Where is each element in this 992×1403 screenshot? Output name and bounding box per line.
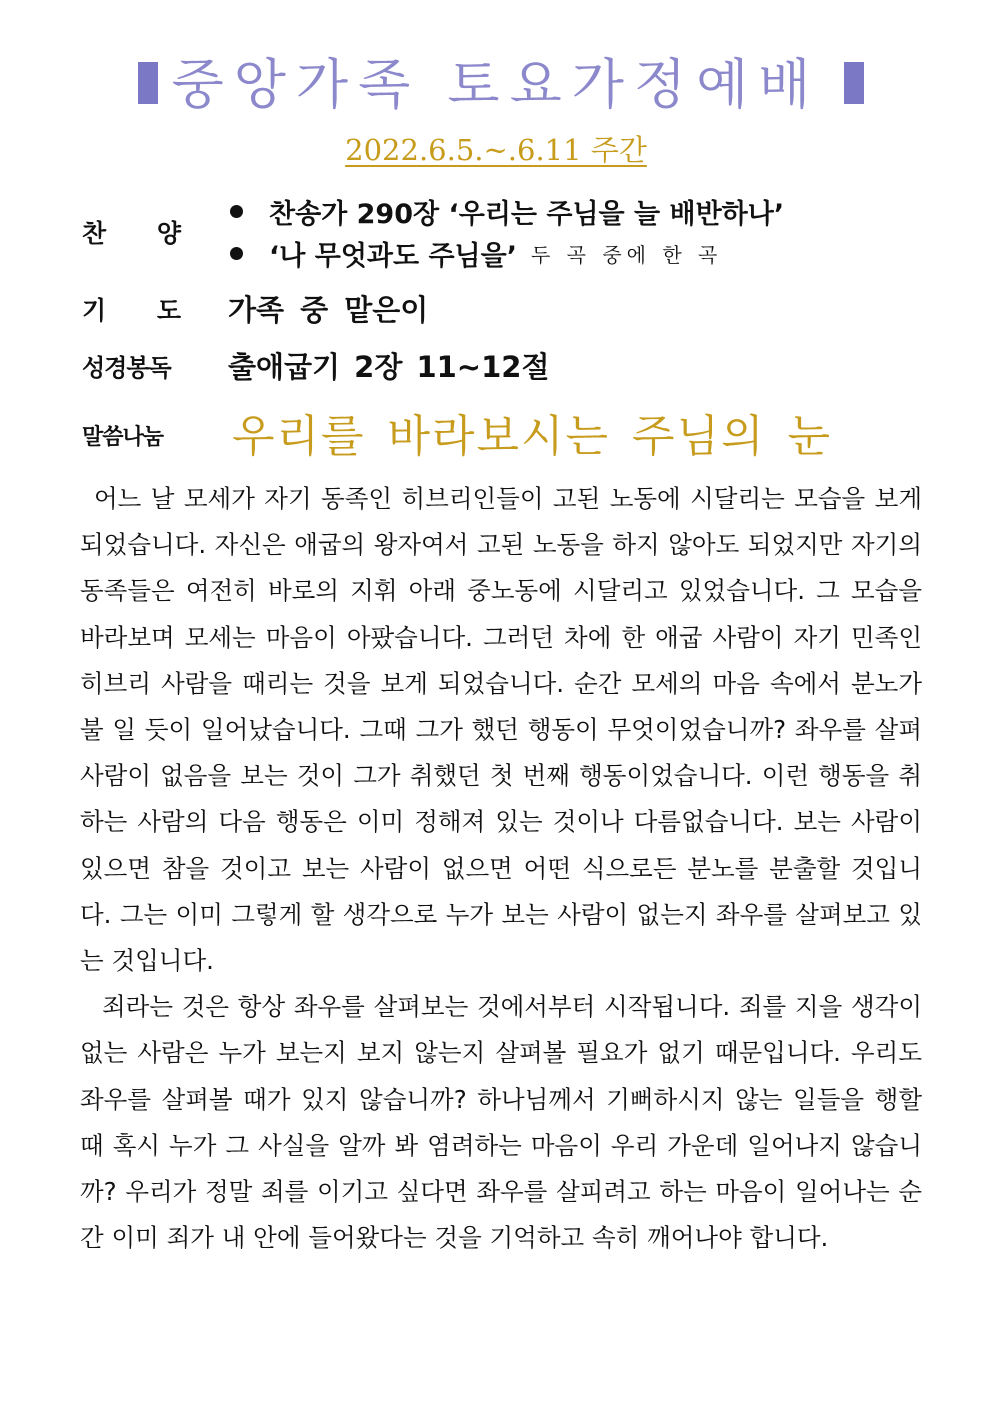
prayer-value: 가족 중 맡은이 (228, 293, 429, 327)
reading-label: 성경봉독 (82, 354, 171, 382)
title-bar-right (844, 62, 864, 104)
title-row (0, 40, 992, 120)
page-title: 중앙가족 토요가정예배 (171, 52, 821, 116)
praise-list (226, 190, 784, 274)
body-paragraph: 어느 날 모세가 자기 동족인 히브리인들이 고된 노동에 시달리는 모습을 보게 되었습니다. 자신은 애굽의 왕자여서 고된 노동을 하지 않아도 되었지만 자기의 동족들은 여전히 바로의 지휘 아래 중노동에 시달리고 있었습니다. 그 모습을 바라보며 모세는 마음이 아팠습니다. 그러던 차에 한 애굽 사람이 자기 민족인 히브리 사람을 때리는 것을 보게 되었습니다. 순간 모세의 마음 속에서 분노가 불 일 듯이 일어났습니다. 그때 그가 했던 행동이 무엇이었습니까? 좌우를 살펴 사람이 없음을 보는 것이 그가 취했던 첫 번째 행동이었습니다. 이런 행동을 취하는 사람의 다음 행동은 이미 정해져 있는 것이나 다름없습니다. 보는 사람이 있으면 참을 것이고 보는 사람이 없으면 어떤 식으로든 분노를 분출할 것입니다. 그는 이미 그렇게 할 생각으로 누가 보는 사람이 없는지 좌우를 살펴보고 있는 것입니다. (80, 484, 922, 976)
praise-item-text: ‘나 무엇과도 주님을’ (269, 240, 517, 272)
date-range (0, 128, 992, 169)
praise-item-note: 두 곡 중에 한 곡 (530, 242, 723, 267)
sermon-body (80, 476, 922, 1261)
bullet-icon (230, 205, 243, 218)
praise-label: 찬 양 (82, 219, 182, 248)
praise-item (226, 190, 784, 232)
title-bar-left (138, 62, 158, 104)
bullet-icon (230, 247, 243, 260)
praise-item-text: 찬송가 290장 ‘우리는 주님을 늘 배반하나’ (269, 198, 785, 230)
prayer-label: 기 도 (82, 296, 182, 325)
sermon-title: 우리를 바라보시는 주님의 눈 (232, 411, 833, 462)
date-range-text: 2022.6.5.~.6.11 주간 (345, 133, 647, 167)
sermon-label: 말씀나눔 (82, 425, 164, 450)
praise-item (226, 232, 784, 274)
reading-value: 출애굽기 2장 11~12절 (228, 350, 550, 384)
body-paragraph: 죄라는 것은 항상 좌우를 살펴보는 것에서부터 시작됩니다. 죄를 지을 생각이 없는 사람은 누가 보는지 보지 않는지 살펴볼 필요가 없기 때문입니다. 우리도 좌우를 살펴볼 때가 있지 않습니까? 하나님께서 기뻐하시지 않는 일들을 행할 때 혹시 누가 그 사실을 알까 봐 염려하는 마음이 우리 가운데 일어나지 않습니까? 우리가 정말 죄를 이기고 싶다면 좌우를 살피려고 하는 마음이 일어나는 순간 이미 죄가 내 안에 들어왔다는 것을 기억하고 속히 깨어나야 합니다. (80, 992, 923, 1253)
